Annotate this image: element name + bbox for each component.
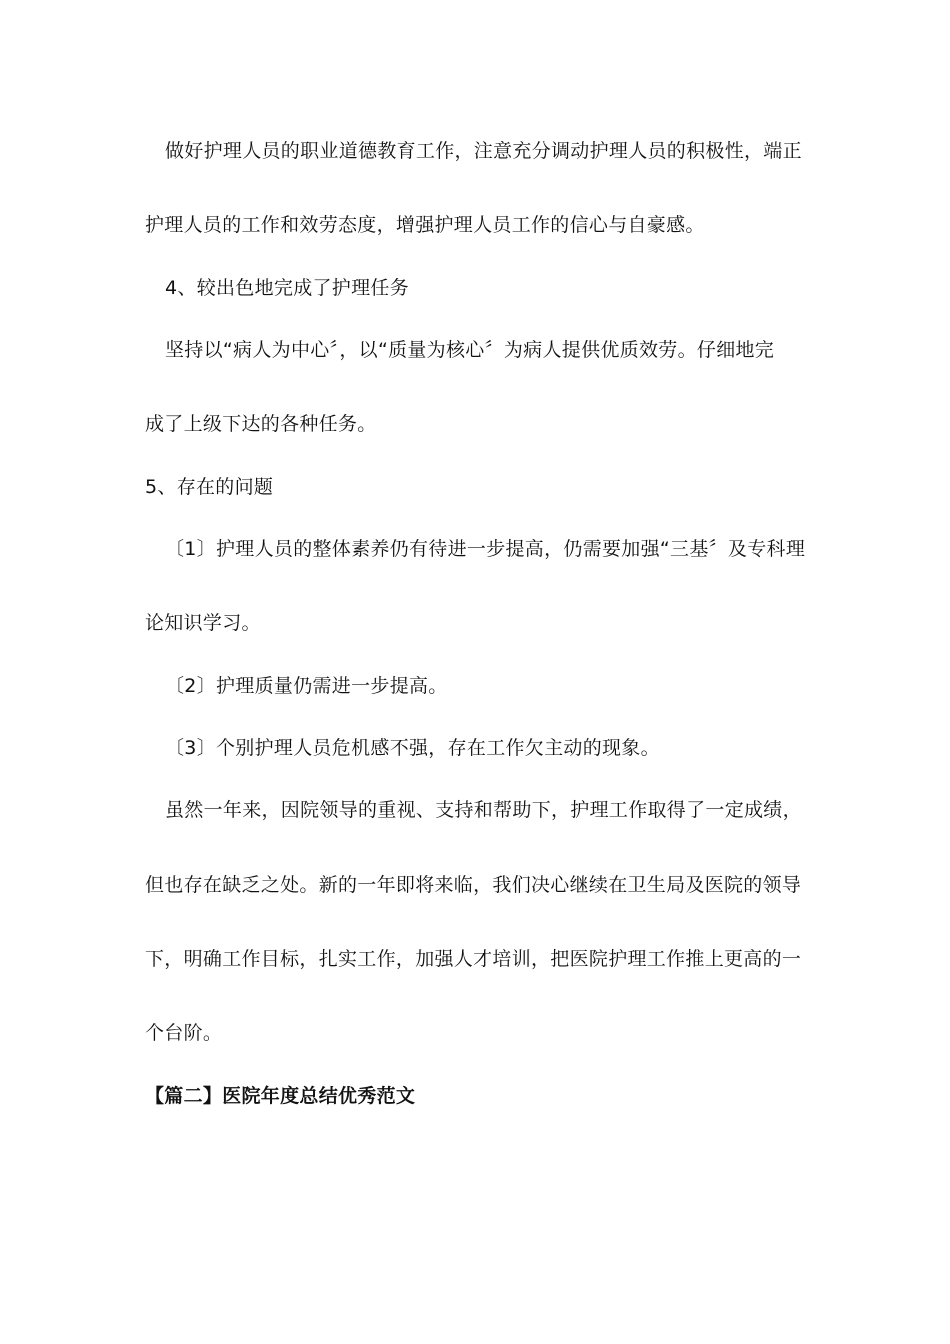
paragraph-line: 下，明确工作目标，扎实工作，加强人才培训，把医院护理工作推上更高的一 [145, 948, 802, 970]
paragraph-line: 但也存在缺乏之处。新的一年即将来临，我们决心继续在卫生局及医院的领导 [145, 874, 802, 896]
paragraph-line: 坚持以“病人为中心〞，以“质量为核心〞为病人提供优质效劳。仔细地完 [165, 339, 775, 361]
paragraph-line: 论知识学习。 [145, 612, 261, 634]
list-item: 〔2〕护理质量仍需进一步提高。 [165, 675, 448, 697]
paragraph-line: 个台阶。 [145, 1022, 223, 1044]
section-heading: 5、存在的问题 [145, 476, 274, 498]
article-title: 【篇二】医院年度总结优秀范文 [145, 1085, 416, 1107]
paragraph-line: 做好护理人员的职业道德教育工作，注意充分调动护理人员的积极性，端正 [165, 140, 802, 162]
paragraph-line: 虽然一年来，因院领导的重视、支持和帮助下，护理工作取得了一定成绩， [165, 799, 802, 821]
list-item: 〔1〕护理人员的整体素养仍有待进一步提高，仍需要加强“三基〞及专科理 [165, 538, 806, 560]
list-item: 〔3〕个别护理人员危机感不强，存在工作欠主动的现象。 [165, 737, 660, 759]
section-heading: 4、较出色地完成了护理任务 [165, 277, 409, 299]
paragraph-line: 护理人员的工作和效劳态度，增强护理人员工作的信心与自豪感。 [145, 214, 705, 236]
paragraph-line: 成了上级下达的各种任务。 [145, 413, 377, 435]
